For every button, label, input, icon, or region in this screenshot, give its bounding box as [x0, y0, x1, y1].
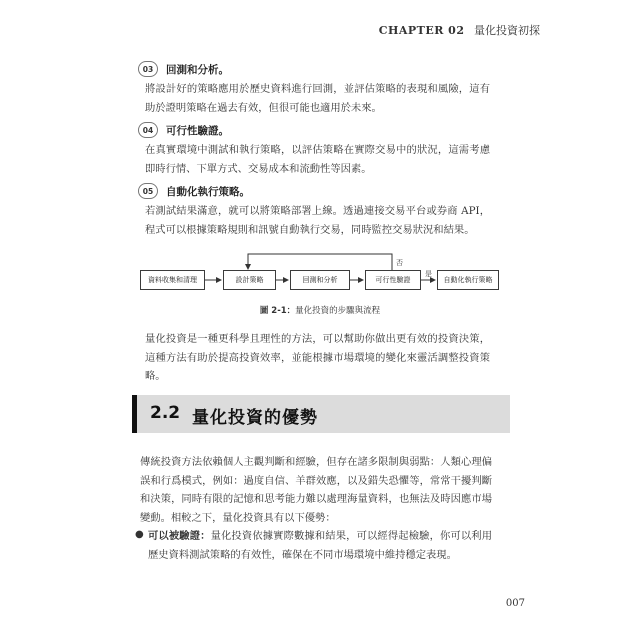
figure-caption-text: 量化投資的步驟與流程 — [295, 306, 381, 316]
flow-box: 資料收集和清理 — [140, 270, 205, 290]
step-body: 若測試結果滿意，就可以將策略部署上線。透過連接交易平台或券商 API，程式可以根據策略規則和訊號自動執行交易，同時監控交易狀況和結果。 — [145, 205, 490, 236]
flow-diagram — [140, 250, 510, 300]
figure-label: 圖 2-1： — [259, 306, 296, 316]
flow-yes-label: 是 — [425, 270, 432, 278]
step-body: 將設計好的策略應用於歷史資料進行回測，並評估策略的表現和風險，這有助於證明策略在過去有效，但很可能也適用於未來。 — [145, 83, 490, 114]
page-number: 007 — [505, 598, 525, 609]
chapter-label: CHAPTER 02 — [378, 24, 465, 37]
bullet-lead: 可以被驗證： — [148, 530, 211, 542]
step-title: 回測和分析。 — [166, 63, 229, 76]
section-title: 量化投資的優勢 — [192, 408, 318, 428]
flow-box: 回測和分析 — [290, 270, 350, 290]
intro-paragraph: 傳統投資方法依賴個人主觀判斷和經驗，但存在諸多限制與弱點：人類心理偏誤和行爲模式，例如：過度自信、羊群效應，以及錯失恐懼等，常常干擾判斷和決策，同時有限的記憶和思考能力難以處理海量資料，也無法及時因應市場變動。相較之下，量化投資具有以下優勢： — [140, 456, 492, 524]
step-number-badge: 05 — [138, 183, 158, 199]
step-heading — [138, 121, 229, 139]
step-title: 可行性驗證。 — [166, 124, 229, 137]
section-heading-bar — [132, 395, 510, 433]
step-title: 自動化執行策略。 — [166, 185, 250, 198]
flow-feedback-arrow — [248, 254, 392, 270]
chapter-title: 量化投資初探 — [474, 24, 540, 37]
bullet-text — [148, 527, 492, 564]
flow-box: 可行性驗證 — [365, 270, 421, 290]
flow-box: 自動化執行策略 — [437, 270, 499, 290]
step-body: 在真實環境中測試和執行策略，以評估策略在實際交易中的狀況，這需考慮即時行情、下單方式、交易成本和流動性等因素。 — [145, 144, 490, 175]
step-number-badge: 03 — [138, 61, 158, 77]
running-header — [379, 22, 540, 38]
step-heading — [138, 60, 229, 78]
bullet-marker: ● — [135, 529, 144, 540]
step-heading — [138, 182, 250, 200]
step-number-badge: 04 — [138, 122, 158, 138]
summary-paragraph: 量化投資是一種更科學且理性的方法，可以幫助你做出更有效的投資決策，這種方法有助於提高投資效率，並能根據市場環境的變化來靈活調整投資策略。 — [145, 333, 490, 382]
bullet-body: 量化投資依據實際數據和結果，可以經得起檢驗，你可以利用歷史資料測試策略的有效性，確保在不同市場環境中維持穩定表現。 — [148, 530, 493, 561]
figure-caption — [0, 304, 640, 316]
flow-no-label: 否 — [396, 259, 403, 267]
flow-box: 設計策略 — [223, 270, 276, 290]
section-number: 2.2 — [150, 403, 181, 423]
